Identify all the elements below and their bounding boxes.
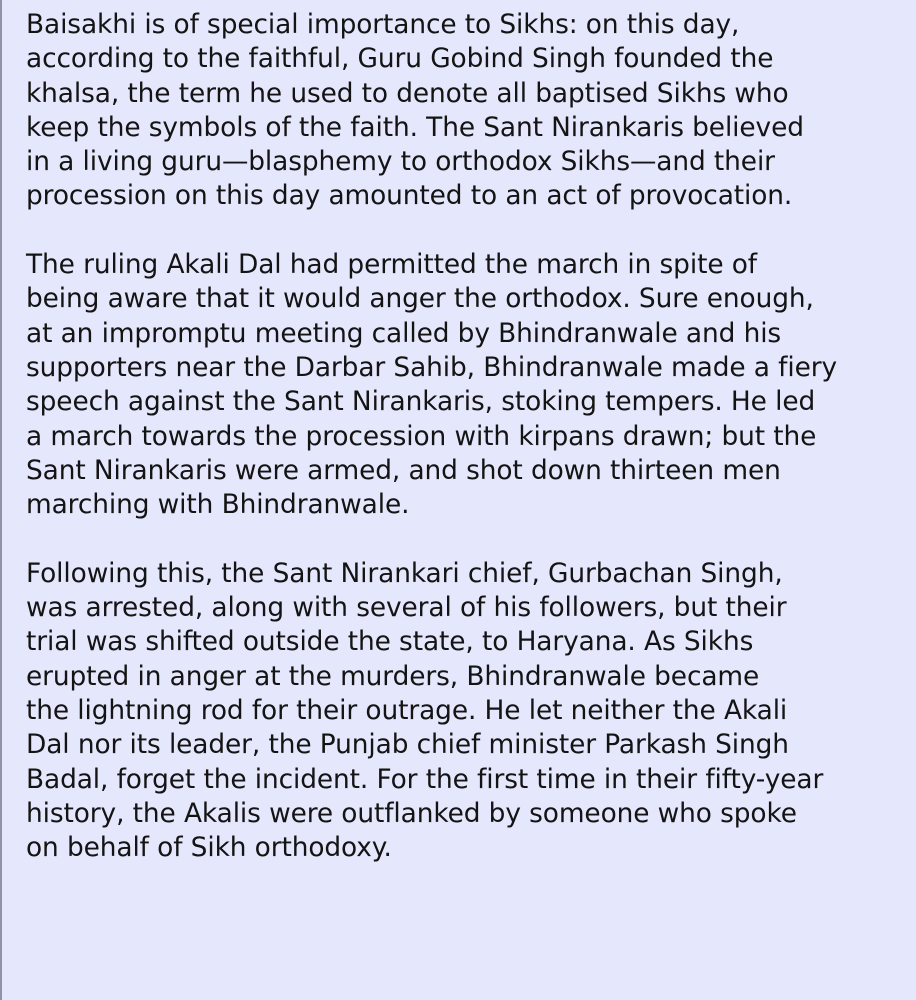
text-line: marching with Bhindranwale. [26, 489, 410, 521]
text-line: speech against the Sant Nirankaris, stoking tempers. He led [26, 386, 816, 418]
text-line: erupted in anger at the murders, Bhindranwale became [26, 660, 760, 692]
text-line: Dal nor its leader, the Punjab chief minister Parkash Singh [26, 729, 789, 761]
text-line: Following this, the Sant Nirankari chief, Gurbachan Singh, [26, 557, 783, 589]
text-line: Sant Nirankaris were armed, and shot down thirteen men [26, 454, 781, 486]
text-line: being aware that it would anger the orthodox. Sure enough, [26, 283, 814, 315]
text-line: was arrested, along with several of his followers, but their [26, 592, 787, 624]
text-line: khalsa, the term he used to denote all baptised Sikhs who [26, 77, 789, 109]
text-line: a march towards the procession with kirpans drawn; but the [26, 420, 817, 452]
text-line: according to the faithful, Guru Gobind Singh founded the [26, 43, 774, 75]
paragraph-1 [26, 8, 906, 214]
text-line: Badal, forget the incident. For the first time in their fifty-year [26, 763, 824, 795]
document-body [26, 8, 906, 900]
text-line: keep the symbols of the faith. The Sant Nirankaris believed [26, 111, 804, 143]
text-line: procession on this day amounted to an act of provocation. [26, 180, 793, 212]
text-line: trial was shifted outside the state, to Haryana. As Sikhs [26, 626, 754, 658]
text-line: the lightning rod for their outrage. He let neither the Akali [26, 694, 788, 726]
text-line: Baisakhi is of special importance to Sikhs: on this day, [26, 9, 740, 40]
left-border-line [0, 0, 2, 1000]
text-line: at an impromptu meeting called by Bhindranwale and his [26, 317, 782, 349]
text-line: supporters near the Darbar Sahib, Bhindranwale made a fiery [26, 351, 837, 383]
text-line: in a living guru—blasphemy to orthodox Sikhs—and their [26, 146, 775, 178]
text-line: The ruling Akali Dal had permitted the march in spite of [26, 249, 757, 281]
text-line: on behalf of Sikh orthodoxy. [26, 832, 392, 864]
paragraph-2 [26, 248, 906, 522]
text-line: history, the Akalis were outflanked by someone who spoke [26, 797, 797, 829]
paragraph-3 [26, 557, 906, 866]
